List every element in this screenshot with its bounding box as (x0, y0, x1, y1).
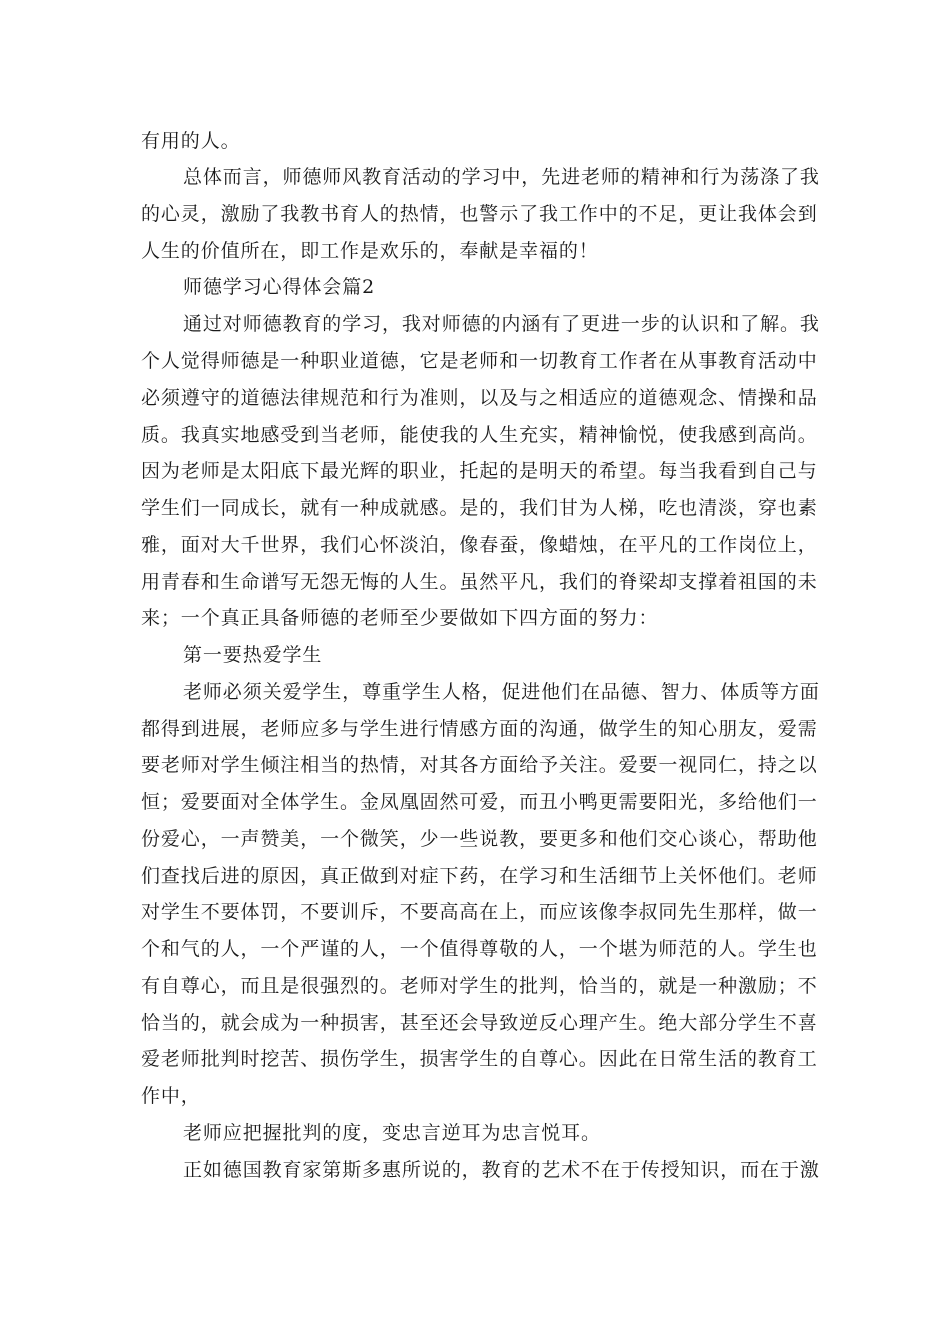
text-line: 用青春和生命谱写无怨无悔的人生。虽然平凡，我们的脊梁却支撑着祖国的未 (141, 571, 818, 593)
paragraph-line: 正如德国教育家第斯多惠所说的，教育的艺术不在于传授知识，而在于激 (183, 1159, 820, 1181)
text-line: 因为老师是太阳底下最光辉的职业，托起的是明天的希望。每当我看到自己与 (141, 460, 818, 482)
paragraph-line: 总体而言，师德师风教育活动的学习中，先进老师的精神和行为荡涤了我 (183, 166, 820, 188)
section-heading: 第一要热爱学生 (183, 644, 323, 666)
text-line: 们查找后进的原因，真正做到对症下药，在学习和生活细节上关怀他们。老师 (141, 865, 818, 887)
text-line: 份爱心，一声赞美，一个微笑，少一些说教，要更多和他们交心谈心，帮助他 (141, 828, 818, 850)
text-line: 的心灵，激励了我教书育人的热情，也警示了我工作中的不足，更让我体会到 (141, 203, 818, 225)
text-line: 对学生不要体罚，不要训斥，不要高高在上，而应该像李叔同先生那样，做一 (141, 901, 818, 923)
text-line: 人生的价值所在，即工作是欢乐的，奉献是幸福的！ (141, 240, 599, 262)
text-line: 学生们一同成长，就有一种成就感。是的，我们甘为人梯，吃也清淡，穿也素 (141, 497, 818, 519)
text-line: 个人觉得师德是一种职业道德，它是老师和一切教育工作者在从事教育活动中 (141, 350, 818, 372)
text-line: 要老师对学生倾注相当的热情，对其各方面给予关注。爱要一视同仁，持之以 (141, 754, 818, 776)
text-line: 都得到进展，老师应多与学生进行情感方面的沟通，做学生的知心朋友，爱需 (141, 718, 818, 740)
text-line: 恒；爱要面对全体学生。金凤凰固然可爱，而丑小鸭更需要阳光，多给他们一 (141, 791, 818, 813)
text-line: 必须遵守的道德法律规范和行为准则，以及与之相适应的道德观念、情操和品 (141, 387, 818, 409)
text-line: 质。我真实地感受到当老师，能使我的人生充实，精神愉悦，使我感到高尚。 (141, 424, 818, 446)
text-line: 爱老师批判时挖苦、损伤学生，损害学生的自尊心。因此在日常生活的教育工 (141, 1048, 818, 1070)
section-heading: 师德学习心得体会篇2 (183, 276, 376, 298)
text-line: 来；一个真正具备师德的老师至少要做如下四方面的努力： (141, 607, 659, 629)
text-line: 有自尊心，而且是很强烈的。老师对学生的批判，恰当的，就是一种激励；不 (141, 975, 818, 997)
text-line: 作中， (141, 1085, 201, 1107)
paragraph-line: 老师必须关爱学生，尊重学生人格，促进他们在品德、智力、体质等方面 (183, 681, 820, 703)
text-line: 雅，面对大千世界，我们心怀淡泊，像春蚕，像蜡烛，在平凡的工作岗位上， (141, 534, 818, 556)
text-line: 个和气的人，一个严谨的人，一个值得尊敬的人，一个堪为师范的人。学生也 (141, 938, 818, 960)
text-line: 有用的人。 (141, 130, 241, 152)
text-line: 恰当的，就会成为一种损害，甚至还会导致逆反心理产生。绝大部分学生不喜 (141, 1012, 818, 1034)
paragraph-line: 老师应把握批判的度，变忠言逆耳为忠言悦耳。 (183, 1122, 601, 1144)
paragraph-line: 通过对师德教育的学习，我对师德的内涵有了更进一步的认识和了解。我 (183, 313, 820, 335)
